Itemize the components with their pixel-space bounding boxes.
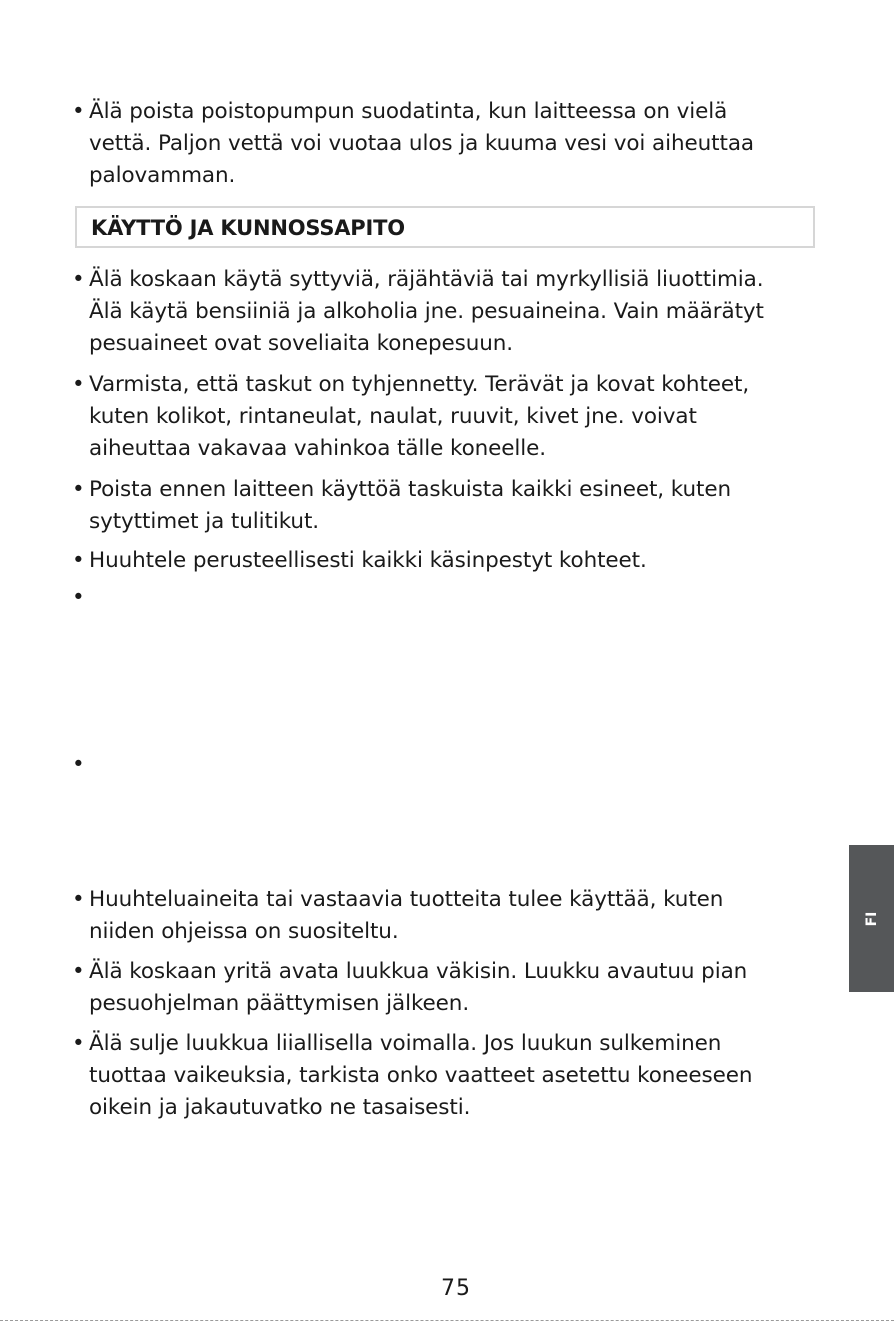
section-item-6 [72, 884, 792, 948]
list-item [72, 1028, 792, 1124]
bullet-icon: • [72, 585, 85, 610]
bullet-icon: • [72, 99, 85, 124]
language-tab [849, 845, 894, 992]
list-item [72, 956, 792, 1020]
section-item-1 [72, 369, 792, 465]
section-item-2 [72, 474, 792, 538]
bullet-icon: • [72, 477, 85, 502]
list-item [72, 369, 792, 465]
language-tab-label: FI [863, 911, 880, 926]
list-item-text: Älä koskaan käytä syttyviä, räjähtäviä tai myrkyllisiä liuottimia. Älä käytä bensiiniä ja alkoholia jne. pesuaineina. Vain määrätyt pesuaineet ovat soveliaita konepesuun. [89, 267, 764, 356]
page-number: 75 [441, 1276, 471, 1301]
bullet-icon: • [72, 959, 85, 984]
bullet-icon: • [72, 548, 85, 573]
list-item [72, 884, 792, 948]
bullet-icon: • [72, 372, 85, 397]
list-item [72, 474, 792, 538]
list-item [72, 264, 792, 360]
list-item-text: Älä koskaan yritä avata luukkua väkisin. Luukku avautuu pian pesuohjelman päättymisen jälkeen. [89, 959, 748, 1016]
list-item [72, 545, 792, 577]
list-item-text: Varmista, että taskut on tyhjennetty. Terävät ja kovat kohteet, kuten kolikot, rintaneulat, naulat, ruuvit, kivet jne. voivat aiheuttaa vakavaa vahinkoa tälle koneelle. [89, 372, 750, 461]
list-item-text: Poista ennen laitteen käyttöä taskuista kaikki esineet, kuten sytyttimet ja tulitikut. [89, 477, 731, 534]
section-item-3 [72, 545, 792, 577]
section-item-8 [72, 1028, 792, 1124]
list-item-text: Älä poista poistopumpun suodatinta, kun laitteessa on vielä vettä. Paljon vettä voi vuotaa ulos ja kuuma vesi voi aiheuttaa palovamman. [89, 99, 754, 188]
bullet-icon: • [72, 1031, 85, 1056]
list-item-text: Huuhteluaineita tai vastaavia tuotteita tulee käyttää, kuten niiden ohjeissa on suositeltu. [89, 887, 724, 944]
bullet-icon: • [72, 267, 85, 292]
intro-list [72, 96, 792, 192]
list-item-text: Huuhtele perusteellisesti kaikki käsinpestyt kohteet. [89, 548, 647, 573]
section-heading-box [75, 206, 815, 248]
list-item-text: Älä sulje luukkua liiallisella voimalla. Jos luukun sulkeminen tuottaa vaikeuksia, tarkista onko vaatteet asetettu koneeseen oikein ja jakautuvatko ne tasaisesti. [89, 1031, 753, 1120]
section-item-7 [72, 956, 792, 1020]
list-item [72, 96, 792, 192]
section-item-0 [72, 264, 792, 360]
bullet-icon: • [72, 887, 85, 912]
bullet-icon: • [72, 752, 85, 777]
page-cut-line [0, 1320, 894, 1321]
section-heading: KÄYTTÖ JA KUNNOSSAPITO [91, 216, 405, 240]
